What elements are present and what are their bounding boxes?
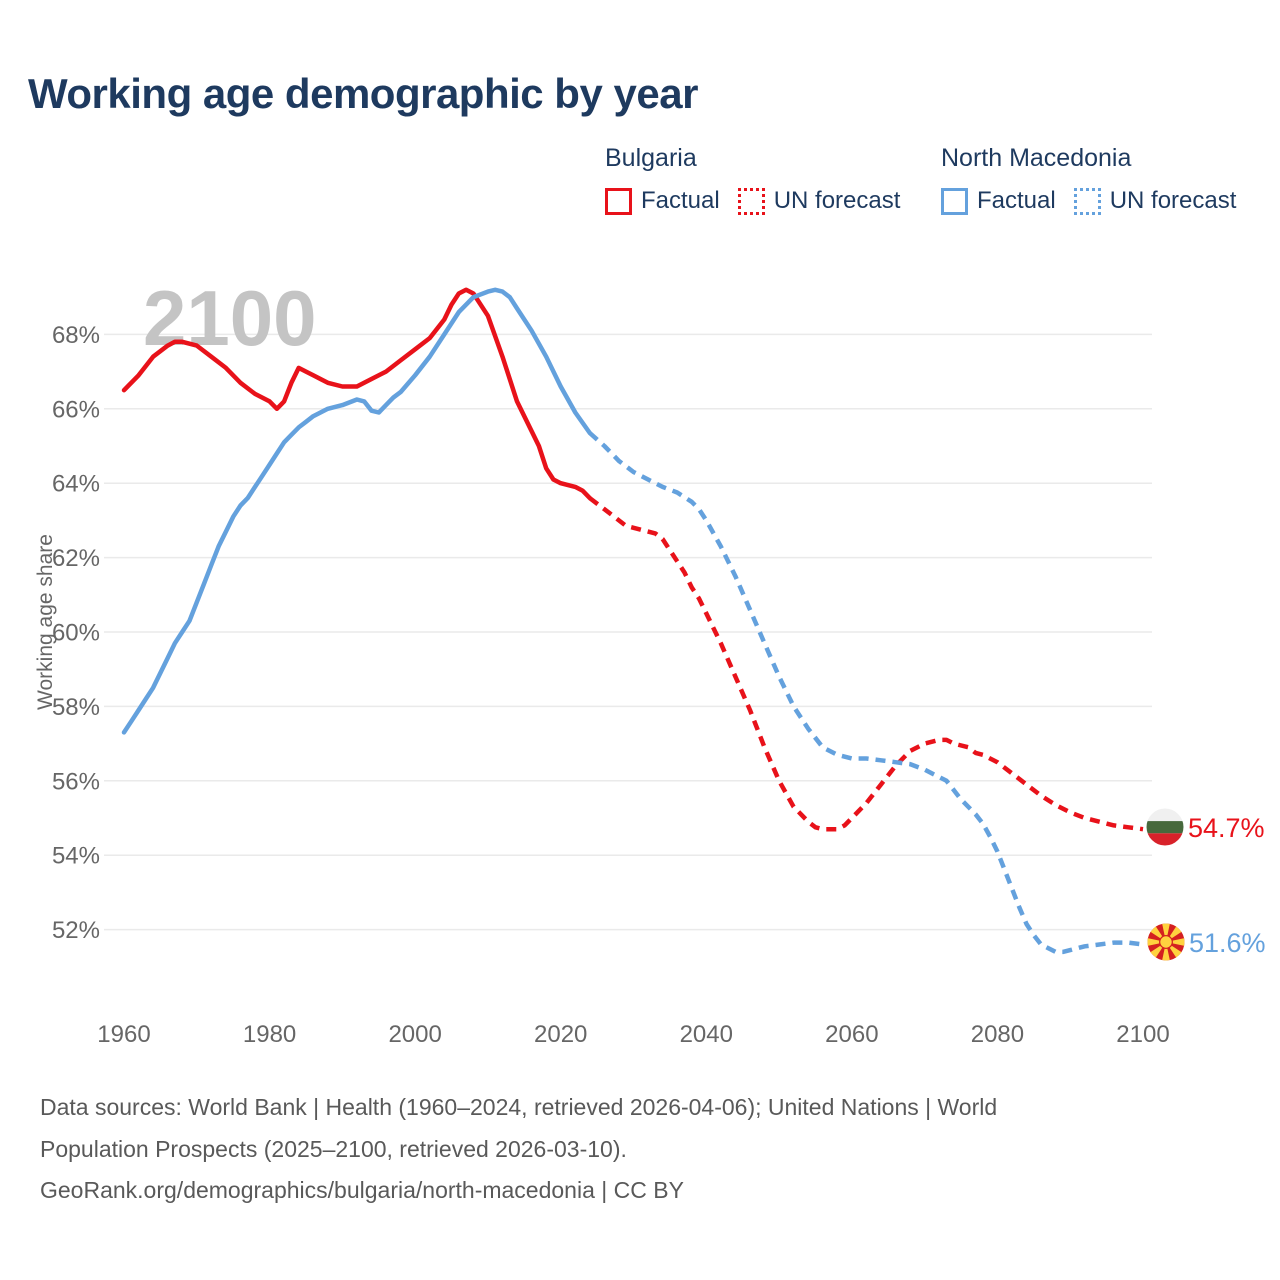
- legend-label: Factual: [977, 187, 1056, 214]
- chart-title: Working age demographic by year: [28, 70, 698, 117]
- year-watermark: 2100: [143, 274, 317, 362]
- y-tick-label: 64%: [51, 470, 100, 498]
- legend-label: UN forecast: [773, 187, 901, 214]
- y-tick-label: 66%: [51, 396, 100, 424]
- footer-line-1: Data sources: World Bank | Health (1960–2024, retrieved 2026-04-06); United Nations | World: [40, 1094, 998, 1120]
- footer-attribution: [40, 1087, 1240, 1212]
- footer-line-2: Population Prospects (2025–2100, retrieved 2026-03-10).: [40, 1135, 627, 1162]
- x-tick-label: 2040: [679, 1021, 733, 1048]
- x-tick-label: 2060: [825, 1021, 879, 1048]
- y-tick-label: 60%: [51, 619, 100, 647]
- north-macedonia-un-forecastline: [590, 433, 1143, 952]
- legend-label: Factual: [641, 187, 720, 214]
- x-tick-label: 1960: [97, 1021, 151, 1048]
- y-tick-label: 56%: [51, 768, 100, 796]
- legend-label: UN forecast: [1109, 187, 1237, 214]
- north-macedonia-flag-icon: [1147, 923, 1185, 961]
- north-macedonia-end-value-label: 51.6%: [1189, 928, 1266, 958]
- y-tick-label: 68%: [51, 321, 100, 349]
- y-tick-label: 54%: [51, 842, 100, 870]
- axis-tick-labels: [52, 322, 1170, 1048]
- y-tick-label: 62%: [51, 545, 100, 573]
- y-tick-label: 52%: [51, 917, 100, 945]
- footer-line-3: GeoRank.org/demographics/bulgaria/north-macedonia | CC BY: [40, 1177, 684, 1203]
- data-series-lines: [124, 290, 1143, 952]
- gridlines: [104, 334, 1152, 929]
- y-axis-title: Working age share: [34, 534, 57, 710]
- x-tick-label: 2100: [1116, 1021, 1170, 1048]
- x-tick-label: 2000: [388, 1021, 442, 1048]
- x-tick-label: 2020: [534, 1021, 588, 1048]
- y-tick-label: 58%: [51, 693, 100, 721]
- bulgaria-flag-icon: [1146, 808, 1184, 846]
- x-tick-label: 1980: [242, 1021, 297, 1048]
- bulgaria-un-forecastline: [590, 498, 1143, 829]
- bulgaria-end-value-label: 54.7%: [1188, 813, 1265, 843]
- x-tick-label: 2080: [970, 1021, 1025, 1048]
- legend-heading-north-macedonia: North Macedonia: [941, 144, 1132, 172]
- legend-heading-bulgaria: Bulgaria: [605, 144, 697, 172]
